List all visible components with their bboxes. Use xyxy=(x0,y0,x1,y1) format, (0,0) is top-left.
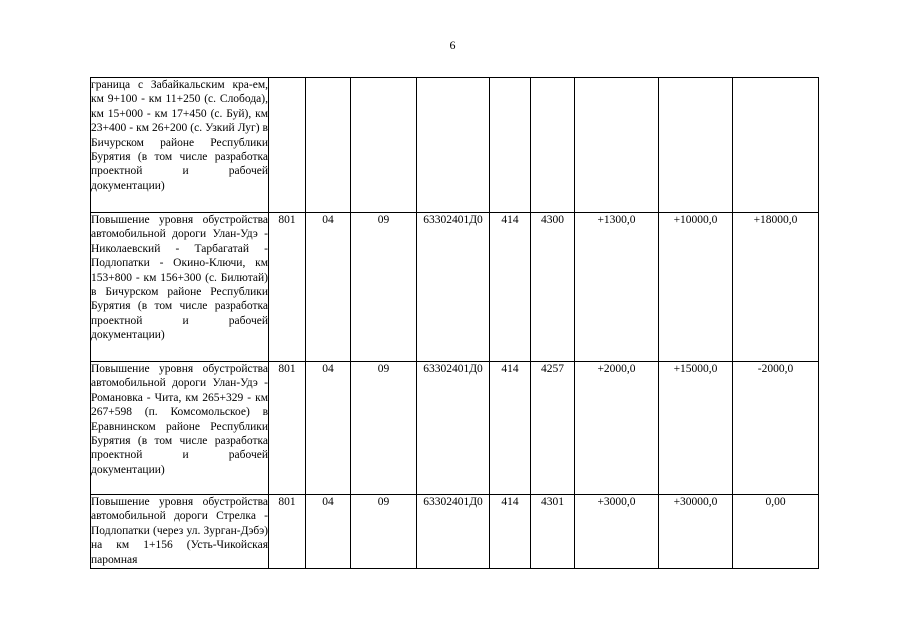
table-row xyxy=(91,213,819,362)
cell-target-article xyxy=(417,78,490,213)
cell-expense-type: 414 xyxy=(490,213,531,362)
cell-section: 04 xyxy=(306,495,351,569)
cell-amount-3: 0,00 xyxy=(733,495,819,569)
cell-target-article: 63302401Д0 xyxy=(417,495,490,569)
cell-ministry-code: 801 xyxy=(269,213,306,362)
cell-target-article: 63302401Д0 xyxy=(417,362,490,495)
cell-ministry-code: 801 xyxy=(269,362,306,495)
table-row xyxy=(91,362,819,495)
cell-expense-type: 414 xyxy=(490,495,531,569)
cell-amount-3 xyxy=(733,78,819,213)
cell-ministry-code xyxy=(269,78,306,213)
cell-subsection: 09 xyxy=(351,495,417,569)
cell-amount-1: +3000,0 xyxy=(575,495,659,569)
cell-amount-3: -2000,0 xyxy=(733,362,819,495)
cell-amount-1: +2000,0 xyxy=(575,362,659,495)
cell-section: 04 xyxy=(306,362,351,495)
budget-table xyxy=(90,77,819,569)
row-description: Повышение уровня обустройства автомобильной дороги Улан-Удэ - Романовка - Чита, км 265+329 - км 267+598 (п. Комсомольское) в Еравнинском районе Республики Бурятия (в том числе разработка проектной и рабочей документации) xyxy=(91,362,269,495)
cell-ministry-code: 801 xyxy=(269,495,306,569)
row-description: граница с Забайкальским кра-ем, км 9+100 - км 11+250 (с. Слобода), км 15+000 - км 17+450 (с. Буй), км 23+400 - км 26+200 (с. Узкий Луг) в Бичурском районе Республики Бурятия (в том числе разработка проектной и рабочей документации) xyxy=(91,78,269,213)
cell-amount-2: +15000,0 xyxy=(659,362,733,495)
cell-amount-1 xyxy=(575,78,659,213)
cell-amount-1: +1300,0 xyxy=(575,213,659,362)
cell-subsection: 09 xyxy=(351,213,417,362)
row-description: Повышение уровня обустройства автомобильной дороги Улан-Удэ - Николаевский - Тарбагатай - Подлопатки - Окино-Ключи, км 153+800 - км 156+300 (с. Билютай) в Бичурском районе Республики Бурятия (в том числе разработка проектной и рабочей документации) xyxy=(91,213,269,362)
table-row xyxy=(91,78,819,213)
cell-object-code: 4300 xyxy=(531,213,575,362)
cell-subsection xyxy=(351,78,417,213)
cell-section xyxy=(306,78,351,213)
cell-subsection: 09 xyxy=(351,362,417,495)
table-row xyxy=(91,495,819,569)
cell-section: 04 xyxy=(306,213,351,362)
page-number: 6 xyxy=(449,38,456,52)
row-description: Повышение уровня обустройства автомобильной дороги Стрелка - Подлопатки (через ул. Зурган-Дэбэ) на км 1+156 (Усть-Чикойская паромная xyxy=(91,495,269,569)
cell-expense-type: 414 xyxy=(490,362,531,495)
cell-object-code: 4301 xyxy=(531,495,575,569)
cell-object-code xyxy=(531,78,575,213)
cell-object-code: 4257 xyxy=(531,362,575,495)
cell-amount-2: +10000,0 xyxy=(659,213,733,362)
cell-target-article: 63302401Д0 xyxy=(417,213,490,362)
cell-expense-type xyxy=(490,78,531,213)
cell-amount-3: +18000,0 xyxy=(733,213,819,362)
cell-amount-2: +30000,0 xyxy=(659,495,733,569)
cell-amount-2 xyxy=(659,78,733,213)
